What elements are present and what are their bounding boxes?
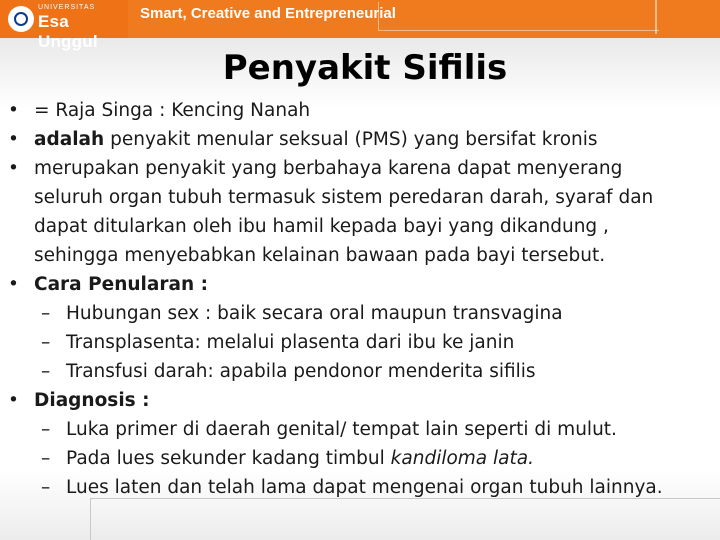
- bullet-heading: Diagnosis :: [34, 390, 150, 411]
- sub-item-text: Hubungan sex : baik secara oral maupun transvagina: [66, 303, 563, 324]
- tagline: Smart, Creative and Entrepreneurial: [140, 5, 396, 22]
- sub-item: [8, 357, 714, 386]
- bullet-text: = Raja Singa : Kencing Nanah: [34, 100, 311, 121]
- bullet-text: sehingga menyebabkan kelainan bawaan pada bayi tersebut.: [34, 245, 606, 266]
- bullet-continuation: [8, 241, 714, 270]
- sub-item-text: Pada lues sekunder kadang timbul: [66, 448, 391, 469]
- bullet-text: dapat ditularkan oleh ibu hamil kepada bayi yang dikandung ,: [34, 216, 609, 237]
- slide-title: Penyakit Sifilis: [222, 48, 508, 88]
- bullet-heading: Cara Penularan :: [34, 274, 208, 295]
- sub-item: [8, 415, 714, 444]
- bullet-continuation: [8, 183, 714, 212]
- dash-icon: –: [41, 332, 51, 353]
- bullet-item: [8, 154, 714, 183]
- sub-item-text: Transfusi darah: apabila pendonor menderita sifilis: [66, 361, 536, 382]
- dash-icon: –: [41, 477, 51, 498]
- bullet-text-bold: adalah: [34, 129, 105, 150]
- sub-item-text-italic: kandiloma lata.: [390, 448, 534, 469]
- sub-item: [8, 444, 714, 473]
- bullet-icon: •: [8, 100, 19, 121]
- bullet-item: [8, 270, 714, 299]
- logo-emblem-icon: [8, 6, 34, 32]
- decor-line-vertical: [90, 498, 91, 540]
- sub-item-text: Lues laten dan telah lama dapat mengenai organ tubuh lainnya.: [66, 477, 663, 498]
- sub-item-text: Luka primer di daerah genital/ tempat lain seperti di mulut.: [66, 419, 617, 440]
- university-logo: [0, 0, 128, 51]
- sub-item: [8, 328, 714, 357]
- bullet-text: merupakan penyakit yang berbahaya karena dapat menyerang: [34, 158, 623, 179]
- bullet-text: seluruh organ tubuh termasuk sistem peredaran darah, syaraf dan: [34, 187, 654, 208]
- header-decoration: [378, 2, 659, 31]
- bullet-text: penyakit menular seksual (PMS) yang bersifat kronis: [104, 129, 598, 150]
- dash-icon: –: [41, 303, 51, 324]
- bullet-item: [8, 386, 714, 415]
- logo-name: Esa Unggul: [38, 12, 98, 51]
- bullet-icon: •: [8, 129, 19, 150]
- sub-item-text: Transplasenta: melalui plasenta dari ibu ke janin: [66, 332, 515, 353]
- header-decoration-line: [655, 0, 657, 34]
- bullet-icon: •: [8, 158, 19, 179]
- header-bar: [0, 0, 720, 51]
- sub-item: [8, 473, 714, 502]
- logo-subtitle: UNIVERSITAS: [38, 4, 96, 11]
- dash-icon: –: [41, 361, 51, 382]
- bullet-icon: •: [8, 390, 19, 411]
- dash-icon: –: [41, 419, 51, 440]
- slide-content: [8, 96, 714, 502]
- bullet-continuation: [8, 212, 714, 241]
- bullet-item: [8, 96, 714, 125]
- dash-icon: –: [41, 448, 51, 469]
- bullet-icon: •: [8, 274, 19, 295]
- bullet-item: [8, 125, 714, 154]
- sub-item: [8, 299, 714, 328]
